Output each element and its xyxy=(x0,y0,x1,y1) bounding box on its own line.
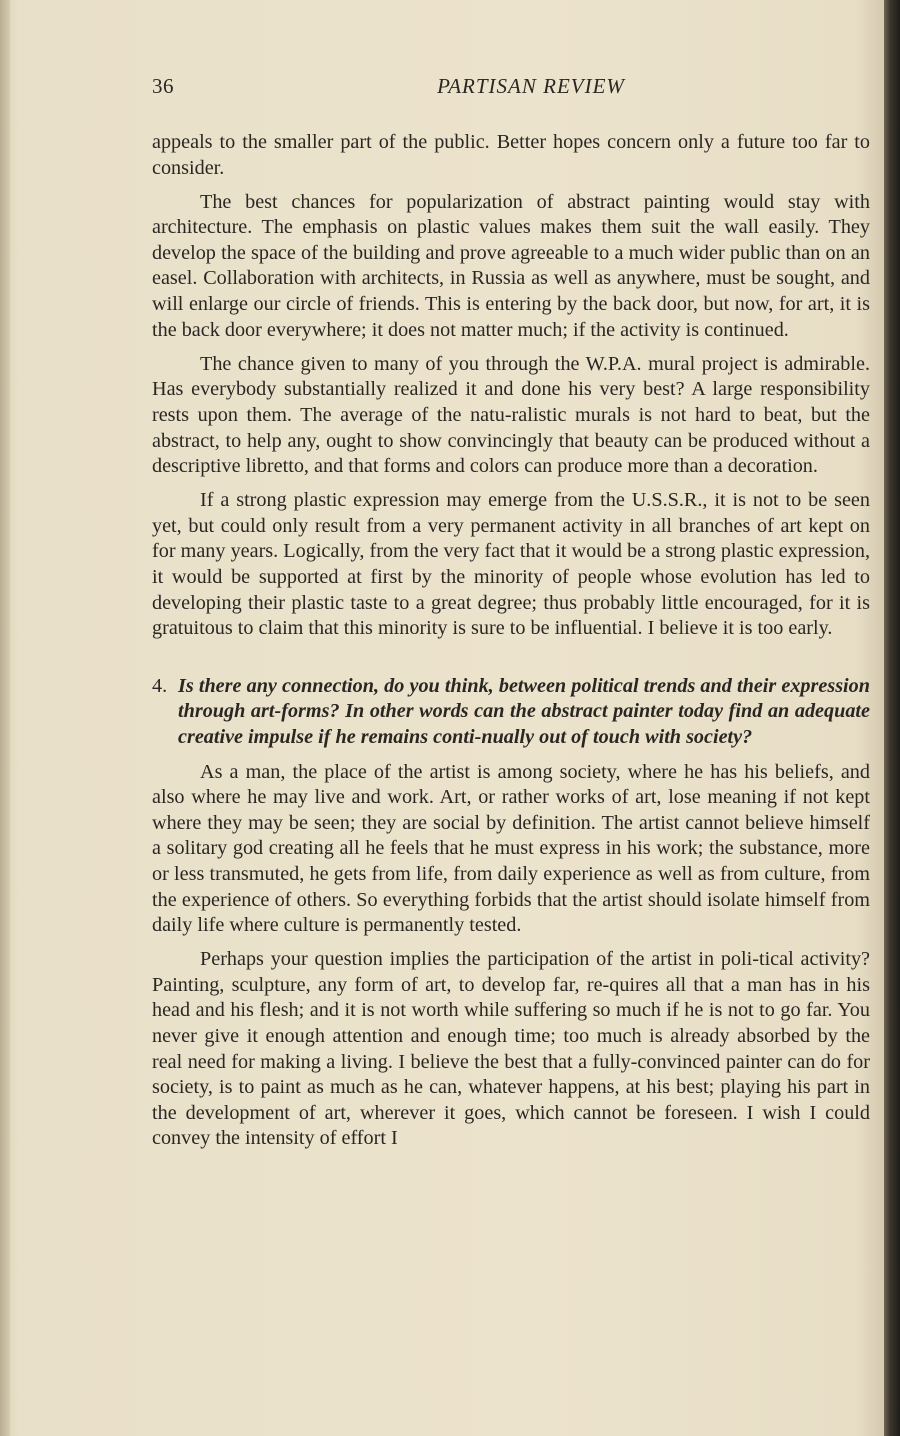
paragraph-6: Perhaps your question implies the participation of the artist in poli-tical activity? Painting, sculpture, any form of art, to develop far, re-quires all that a man has in his head and his flesh; and it is not worth while suffering so much if he is not to go far. You never give it enough attention and enough time; too much is already absorbed by the real need for making a living. I believe the best that a fully-convinced painter can do for society, is to paint as much as he can, whatever happens, at his best; playing his part in the development of art, wherever it goes, which cannot be foreseen. I wish I could convey the intensity of effort I xyxy=(152,948,870,1150)
paragraph-1: appeals to the smaller part of the public. Better hopes concern only a future too far to consider. xyxy=(152,131,870,179)
paragraph-3: The chance given to many of you through the W.P.A. mural project is admirable. Has everybody substantially realized it and done his very best? A large responsibility rests upon them. The average of the natu-ralistic murals is not hard to beat, but the abstract, to help any, ought to show convincingly that beauty can be produced without a descriptive libretto, and that forms and colors can produce more than a decoration. xyxy=(152,352,870,478)
page-gutter-shadow xyxy=(0,0,10,1436)
paragraph-2: The best chances for popularization of abstract painting would stay with architecture. The emphasis on plastic values makes them suit the wall easily. They develop the space of the building and prove agreeable to a much wider public than on an easel. Collaboration with architects, in Russia as well as anywhere, must be sought, and will enlarge our circle of friends. This is entering by the back door, but now, for art, it is the back door everywhere; it does not matter much; if the activity is continued. xyxy=(152,190,870,341)
paragraph-4: If a strong plastic expression may emerge from the U.S.S.R., it is not to be seen yet, but could only result from a very permanent activity in all branches of art kept on for many years. Logically, from the very fact that it would be a strong plastic expression, it would be supported at first by the minority of people whose evolution has led to developing their plastic taste to a great degree; thus probably little encouraged, for it is gratuitous to claim that this minority is sure to be influential. I believe it is too early. xyxy=(152,489,870,640)
page-number: 36 xyxy=(152,74,174,98)
article-body xyxy=(152,130,870,1160)
question-4 xyxy=(152,674,870,751)
paragraph-5: As a man, the place of the artist is among society, where he has his beliefs, and also where he may live and work. Art, or rather works of art, lose meaning if not kept where they may be seen; they are social by definition. The artist cannot believe himself a solitary god creating all he feels that he must express in his work; the substance, more or less transmuted, he gets from life, from daily experience as well as from culture, from the experience of others. So everything forbids that the artist should isolate himself from daily life where culture is permanently tested. xyxy=(152,760,870,937)
page-edge-shadow xyxy=(884,0,900,1436)
question-text: Is there any connection, do you think, between political trends and their expression through art-forms? In other words can the abstract painter today find an adequate creative impulse if he remains conti-nually out of touch with society? xyxy=(178,674,870,748)
page-header xyxy=(152,74,870,104)
running-title: PARTISAN REVIEW xyxy=(437,74,625,98)
question-number: 4. xyxy=(152,674,168,697)
